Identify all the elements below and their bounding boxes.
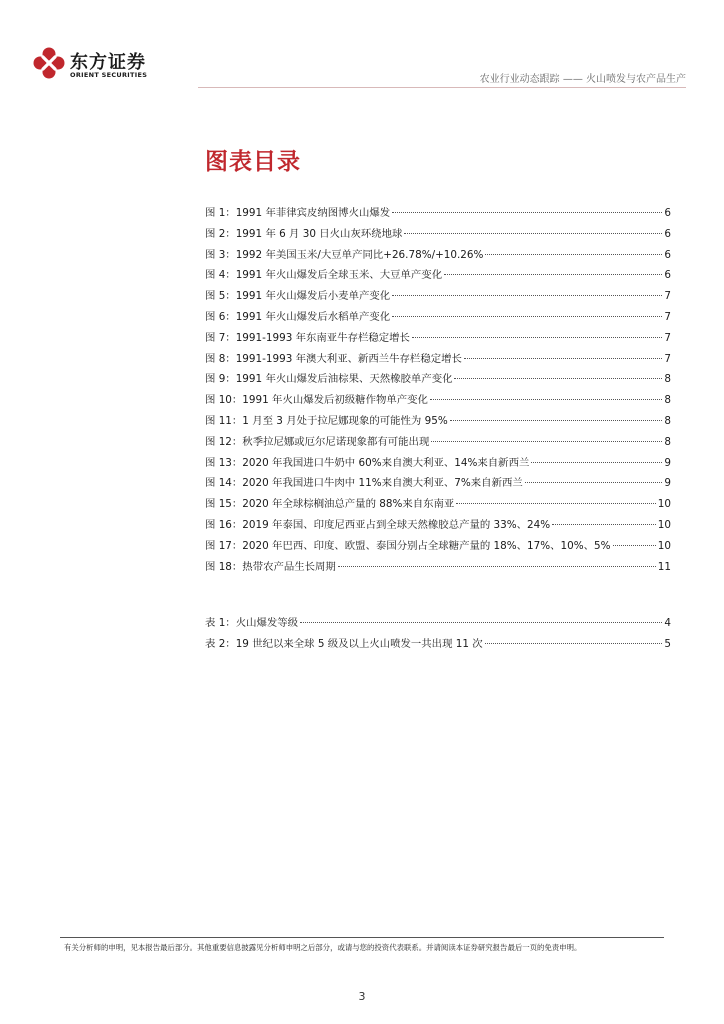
toc-entry-label: 图 7：1991-1993 年东南亚牛存栏稳定增长: [205, 331, 410, 344]
toc-entry-page: 6: [664, 207, 671, 219]
toc-entry-table-1[interactable]: [205, 613, 671, 634]
toc-entry-label: 图 10：1991 年火山爆发后初级糖作物单产变化: [205, 394, 428, 407]
toc-entry-figure-9[interactable]: [205, 369, 671, 390]
table-list: [205, 613, 671, 655]
toc-leader-dots: [531, 462, 662, 463]
toc-entry-label: 图 4：1991 年火山爆发后全球玉米、大豆单产变化: [205, 269, 443, 282]
toc-leader-dots: [454, 378, 662, 379]
toc-entry-figure-13[interactable]: [205, 453, 671, 474]
toc-leader-dots: [430, 399, 662, 400]
toc-entry-label: 图 15：2020 年全球棕榈油总产量的 88%来自东南亚: [205, 498, 455, 511]
toc-leader-dots: [392, 316, 662, 317]
toc-entry-label: 图 17：2020 年巴西、印度、欧盟、泰国分别占全球糖产量的 18%、17%、10%、5%: [205, 539, 611, 552]
toc-entry-page: 6: [664, 227, 671, 240]
toc-entry-label: 图 5：1991 年火山爆发后小麦单产变化: [205, 290, 391, 303]
toc-entry-page: 10: [657, 498, 671, 511]
toc-entry-page: 8: [664, 435, 671, 448]
toc-entry-page: 11: [657, 560, 671, 573]
toc-entry-label: 表 1：火山爆发等级: [205, 617, 299, 629]
toc-entry-figure-3[interactable]: [205, 245, 671, 266]
toc-entry-page: 7: [664, 352, 671, 365]
toc-leader-dots: [431, 441, 662, 442]
toc-entry-figure-6[interactable]: [205, 307, 671, 328]
toc-entry-page: 7: [664, 290, 671, 303]
toc-entry-page: 8: [664, 414, 671, 427]
toc-title: 图表目录: [205, 149, 301, 175]
toc-leader-dots: [404, 233, 662, 234]
toc-entry-page: 6: [664, 269, 671, 282]
toc-entry-label: 图 12：秋季拉尼娜或厄尔尼诺现象都有可能出现: [205, 435, 430, 448]
toc-entry-label: 表 2：19 世纪以来全球 5 级及以上火山喷发一共出现 11 次: [205, 637, 483, 650]
toc-entry-page: 6: [664, 248, 671, 261]
toc-leader-dots: [485, 254, 662, 255]
toc-entry-figure-4[interactable]: [205, 265, 671, 286]
toc-entry-label: 图 11：1 月至 3 月处于拉尼娜现象的可能性为 95%: [205, 414, 448, 427]
toc-entry-page: 7: [664, 310, 671, 323]
toc-leader-dots: [392, 212, 662, 213]
toc-entry-page: 9: [664, 456, 671, 469]
toc-entry-page: 10: [657, 518, 671, 531]
toc-entry-label: 图 2：1991 年 6 月 30 日火山灰环绕地球: [205, 227, 403, 240]
toc-entry-figure-10[interactable]: [205, 390, 671, 411]
toc-entry-page: 8: [664, 373, 671, 386]
toc-leader-dots: [552, 524, 656, 525]
toc-entry-figure-15[interactable]: [205, 494, 671, 515]
toc-entry-page: 5: [664, 637, 671, 650]
toc-leader-dots: [485, 643, 663, 644]
toc-entry-label: 图 13：2020 年我国进口牛奶中 60%来自澳大利亚、14%来自新西兰: [205, 456, 530, 469]
toc-leader-dots: [412, 337, 662, 338]
toc-leader-dots: [464, 358, 662, 359]
toc-entry-figure-11[interactable]: [205, 411, 671, 432]
toc-entry-figure-7[interactable]: [205, 328, 671, 349]
toc-entry-label: 图 18：热带农产品生长周期: [205, 560, 336, 573]
toc-entry-label: 图 1：1991 年菲律宾皮纳图博火山爆发: [205, 207, 391, 219]
toc-entry-figure-1[interactable]: [205, 203, 671, 224]
footer-disclaimer: 有关分析师的申明，见本报告最后部分。其他重要信息披露见分析师申明之后部分，或请与您的投资代表联系。并请阅读本证券研究报告最后一页的免责申明。: [64, 943, 582, 952]
toc-entry-page: 8: [664, 394, 671, 407]
toc-entry-figure-14[interactable]: [205, 473, 671, 494]
page-number: 3: [358, 990, 366, 1003]
toc-entry-page: 9: [664, 477, 671, 490]
toc-leader-dots: [456, 503, 655, 504]
orient-securities-logo-icon: [32, 46, 66, 80]
toc-entry-figure-2[interactable]: [205, 224, 671, 245]
toc-entry-figure-17[interactable]: [205, 536, 671, 557]
toc-entry-figure-5[interactable]: [205, 286, 671, 307]
footer-divider: [60, 937, 664, 938]
toc-entry-label: 图 3：1992 年美国玉米/大豆单产同比+26.78%/+10.26%: [205, 248, 484, 261]
toc-leader-dots: [300, 622, 662, 623]
logo-chinese-name: 东方证券: [70, 52, 146, 73]
toc-leader-dots: [392, 295, 662, 296]
toc-entry-figure-8[interactable]: [205, 349, 671, 370]
toc-entry-label: 图 16：2019 年泰国、印度尼西亚占到全球天然橡胶总产量的 33%、24%: [205, 518, 551, 531]
toc-entry-label: 图 9：1991 年火山爆发后油棕果、天然橡胶单产变化: [205, 373, 453, 386]
toc-leader-dots: [338, 566, 656, 567]
toc-entry-page: 10: [657, 539, 671, 552]
toc-entry-figure-18[interactable]: [205, 557, 671, 578]
header-divider: [198, 87, 686, 88]
toc-entry-page: 7: [664, 331, 671, 344]
toc-leader-dots: [444, 274, 662, 275]
toc-entry-label: 图 14：2020 年我国进口牛肉中 11%来自澳大利亚、7%来自新西兰: [205, 477, 523, 490]
toc-entry-label: 图 8：1991-1993 年澳大利亚、新西兰牛存栏稳定增长: [205, 352, 462, 365]
company-logo: [32, 46, 162, 86]
toc-leader-dots: [525, 482, 663, 483]
toc-entry-table-2[interactable]: [205, 634, 671, 655]
toc-entry-figure-12[interactable]: [205, 432, 671, 453]
toc-leader-dots: [613, 545, 656, 546]
toc-entry-label: 图 6：1991 年火山爆发后水稻单产变化: [205, 310, 391, 323]
toc-leader-dots: [450, 420, 663, 421]
figure-list: [205, 203, 671, 577]
toc-entry-figure-16[interactable]: [205, 515, 671, 536]
toc-entry-page: 4: [664, 617, 671, 629]
report-header-title: 农业行业动态跟踪 —— 火山喷发与农产品生产: [479, 74, 686, 85]
logo-english-name: ORIENT SECURITIES: [70, 71, 148, 79]
